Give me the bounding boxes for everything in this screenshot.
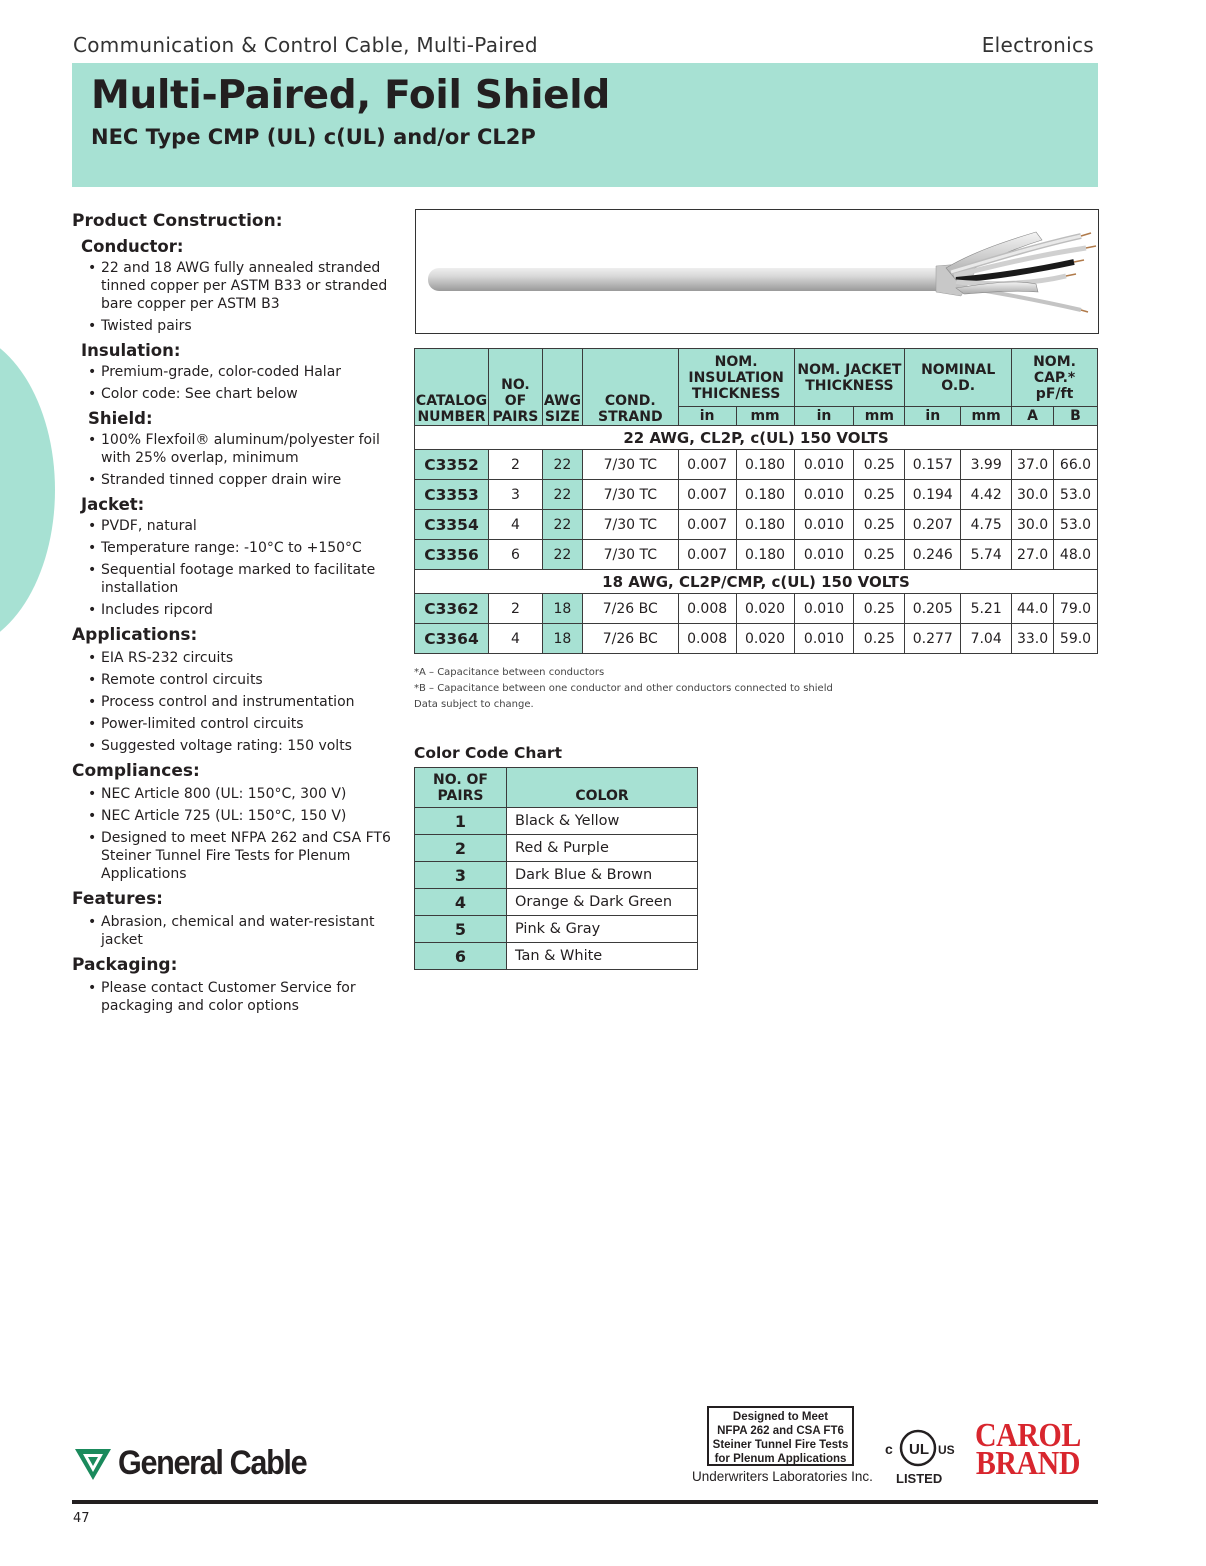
table-cell: 0.180 <box>736 480 794 510</box>
list-item: • Includes ripcord <box>87 601 402 619</box>
list-item: • Stranded tinned copper drain wire <box>87 471 402 489</box>
color-code-body <box>415 808 698 970</box>
list-item: • Abrasion, chemical and water-resistant jacket <box>87 913 402 949</box>
features-heading: Features: <box>72 889 163 909</box>
color-row <box>415 835 698 862</box>
packaging-heading: Packaging: <box>72 955 178 975</box>
table-cell: 0.007 <box>678 510 736 540</box>
table-cell: 18 <box>542 594 582 624</box>
color-row <box>415 889 698 916</box>
pair-number: 4 <box>415 889 507 916</box>
table-cell: 30.0 <box>1012 510 1054 540</box>
list-item: • PVDF, natural <box>87 517 402 535</box>
table-cell: 7/30 TC <box>582 540 678 570</box>
jacket-heading: Jacket: <box>81 495 145 514</box>
table-cell: 0.25 <box>854 510 905 540</box>
color-code-table <box>414 767 698 970</box>
catalog-number-cell: C3362 <box>415 594 489 624</box>
list-item: • Color code: See chart below <box>87 385 402 403</box>
page-number: 47 <box>73 1511 90 1526</box>
table-cell: 0.180 <box>736 450 794 480</box>
list-item: • Power-limited control circuits <box>87 715 402 733</box>
table-cell: 48.0 <box>1054 540 1098 570</box>
table-cell: 33.0 <box>1012 624 1054 654</box>
table-cell: 7/30 TC <box>582 450 678 480</box>
table-cell: 0.25 <box>854 480 905 510</box>
general-cable-icon <box>72 1445 114 1483</box>
general-cable-logo <box>72 1444 327 1483</box>
table-row <box>415 540 1098 570</box>
table-cell: 0.25 <box>854 594 905 624</box>
cable-product-image <box>415 209 1099 334</box>
table-cell: 0.180 <box>736 540 794 570</box>
col-catalog-number: CATALOG NUMBER <box>415 349 489 426</box>
table-cell: 5.21 <box>961 594 1012 624</box>
conductor-list <box>72 259 402 335</box>
shield-list <box>72 431 402 489</box>
table-cell: 0.020 <box>736 624 794 654</box>
col-pairs: NO. OF PAIRS <box>488 349 542 426</box>
table-cell: 7/26 BC <box>582 624 678 654</box>
list-item: • Temperature range: -10°C to +150°C <box>87 539 402 557</box>
conductor-heading: Conductor: <box>81 237 184 256</box>
note-line: Data subject to change. <box>414 699 534 710</box>
table-row <box>415 480 1098 510</box>
table-row <box>415 624 1098 654</box>
product-details <box>72 205 402 1019</box>
table-cell: 30.0 <box>1012 480 1054 510</box>
table-cell: 0.246 <box>905 540 961 570</box>
table-cell: 7/30 TC <box>582 510 678 540</box>
unit-cell: in <box>905 407 961 426</box>
table-cell: 66.0 <box>1054 450 1098 480</box>
table-cell: 53.0 <box>1054 510 1098 540</box>
catalog-number-cell: C3356 <box>415 540 489 570</box>
ul-listed-mark <box>882 1423 962 1488</box>
table-cell: 18 <box>542 624 582 654</box>
fire-test-line: for Plenum Applications <box>714 1453 847 1465</box>
list-item: • Premium-grade, color-coded Halar <box>87 363 402 381</box>
table-cell: 7/26 BC <box>582 594 678 624</box>
table-cell: 7/30 TC <box>582 480 678 510</box>
list-item: • 22 and 18 AWG fully annealed stranded tinned copper per ASTM B33 or stranded bare copper per ASTM B3 <box>87 259 402 313</box>
table-cell: 0.277 <box>905 624 961 654</box>
pair-number: 6 <box>415 943 507 970</box>
page-title: Multi-Paired, Foil Shield <box>91 73 610 118</box>
list-item: • NEC Article 725 (UL: 150°C, 150 V) <box>87 807 402 825</box>
table-cell: 0.007 <box>678 540 736 570</box>
table-cell: 4.75 <box>961 510 1012 540</box>
col-capacitance: NOM. CAP.* pF/ft <box>1012 349 1098 407</box>
unit-cell: mm <box>961 407 1012 426</box>
ul-listed-text: LISTED <box>896 1471 943 1486</box>
table-cell: 2 <box>488 450 542 480</box>
page-category: Communication & Control Cable, Multi-Paired <box>73 33 538 57</box>
section-header: 18 AWG, CL2P/CMP, c(UL) 150 VOLTS <box>415 570 1098 594</box>
fire-test-box <box>707 1406 854 1466</box>
color-row <box>415 916 698 943</box>
page-subtitle: NEC Type CMP (UL) c(UL) and/or CL2P <box>91 125 536 149</box>
col-color: COLOR <box>507 768 698 808</box>
table-cell: 2 <box>488 594 542 624</box>
table-cell: 0.007 <box>678 480 736 510</box>
table-cell: 0.010 <box>794 450 854 480</box>
fire-test-line: NFPA 262 and CSA FT6 <box>717 1425 844 1437</box>
table-cell: 0.207 <box>905 510 961 540</box>
pair-number: 3 <box>415 862 507 889</box>
packaging-list <box>72 979 402 1015</box>
list-item: • Process control and instrumentation <box>87 693 402 711</box>
pair-color: Tan & White <box>507 943 698 970</box>
table-cell: 4 <box>488 624 542 654</box>
table-cell: 4.42 <box>961 480 1012 510</box>
list-item: • Please contact Customer Service for packaging and color options <box>87 979 402 1015</box>
fire-test-line: Steiner Tunnel Fire Tests <box>712 1439 849 1451</box>
table-cell: 53.0 <box>1054 480 1098 510</box>
unit-cell: B <box>1054 407 1098 426</box>
table-cell: 27.0 <box>1012 540 1054 570</box>
insulation-heading: Insulation: <box>81 341 181 360</box>
pair-color: Dark Blue & Brown <box>507 862 698 889</box>
col-awg: AWG SIZE <box>542 349 582 426</box>
col-insulation: NOM. INSULATION THICKNESS <box>678 349 794 407</box>
table-cell: 0.010 <box>794 540 854 570</box>
table-cell: 37.0 <box>1012 450 1054 480</box>
table-cell: 22 <box>542 510 582 540</box>
table-cell: 7.04 <box>961 624 1012 654</box>
table-cell: 5.74 <box>961 540 1012 570</box>
table-cell: 0.010 <box>794 594 854 624</box>
catalog-number-cell: C3354 <box>415 510 489 540</box>
pair-number: 2 <box>415 835 507 862</box>
unit-cell: in <box>794 407 854 426</box>
specifications-body <box>415 426 1098 654</box>
carol-brand-line: BRAND <box>975 1445 1081 1482</box>
unit-cell: mm <box>736 407 794 426</box>
table-cell: 44.0 <box>1012 594 1054 624</box>
ul-caption: Underwriters Laboratories Inc. <box>692 1469 873 1484</box>
table-cell: 0.25 <box>854 450 905 480</box>
color-row <box>415 862 698 889</box>
applications-list <box>72 649 402 755</box>
table-cell: 3 <box>488 480 542 510</box>
list-item: • 100% Flexfoil® aluminum/polyester foil with 25% overlap, minimum <box>87 431 402 467</box>
table-cell: 0.007 <box>678 450 736 480</box>
catalog-number-cell: C3364 <box>415 624 489 654</box>
unit-cell: in <box>678 407 736 426</box>
catalog-number-cell: C3352 <box>415 450 489 480</box>
table-cell: 6 <box>488 540 542 570</box>
compliances-heading: Compliances: <box>72 761 200 781</box>
section-header: 22 AWG, CL2P, c(UL) 150 VOLTS <box>415 426 1098 450</box>
table-cell: 22 <box>542 450 582 480</box>
color-chart-title: Color Code Chart <box>414 744 562 762</box>
col-pairs: NO. OF PAIRS <box>415 768 507 808</box>
table-cell: 0.205 <box>905 594 961 624</box>
col-od: NOMINAL O.D. <box>905 349 1012 407</box>
applications-heading: Applications: <box>72 625 198 645</box>
title-banner <box>72 63 1098 187</box>
table-cell: 0.010 <box>794 510 854 540</box>
cable-illustration <box>416 210 1098 333</box>
color-row <box>415 943 698 970</box>
table-cell: 0.194 <box>905 480 961 510</box>
note-line: *A – Capacitance between conductors <box>414 667 605 678</box>
unit-cell: A <box>1012 407 1054 426</box>
table-row <box>415 510 1098 540</box>
table-cell: 0.180 <box>736 510 794 540</box>
table-cell: 22 <box>542 540 582 570</box>
footer-rule <box>72 1500 1098 1504</box>
table-notes <box>414 665 833 713</box>
features-list <box>72 913 402 949</box>
pair-number: 1 <box>415 808 507 835</box>
color-row <box>415 808 698 835</box>
list-item: • Designed to meet NFPA 262 and CSA FT6 Steiner Tunnel Fire Tests for Plenum Applications <box>87 829 402 883</box>
decorative-circle <box>0 330 55 650</box>
page-section: Electronics <box>981 33 1094 57</box>
catalog-number-cell: C3353 <box>415 480 489 510</box>
table-cell: 22 <box>542 480 582 510</box>
ul-us-letters: US <box>938 1443 955 1457</box>
table-cell: 0.020 <box>736 594 794 624</box>
ul-c-letter: c <box>885 1441 893 1457</box>
col-strand: COND. STRAND <box>582 349 678 426</box>
table-cell: 4 <box>488 510 542 540</box>
compliances-list <box>72 785 402 883</box>
pair-color: Orange & Dark Green <box>507 889 698 916</box>
col-jacket: NOM. JACKET THICKNESS <box>794 349 905 407</box>
list-item: • Sequential footage marked to facilitate installation <box>87 561 402 597</box>
pair-color: Red & Purple <box>507 835 698 862</box>
unit-cell: mm <box>854 407 905 426</box>
jacket-list <box>72 517 402 619</box>
table-cell: 3.99 <box>961 450 1012 480</box>
note-line: *B – Capacitance between one conductor and other conductors connected to shield <box>414 683 833 694</box>
table-cell: 79.0 <box>1054 594 1098 624</box>
general-cable-name: General Cable <box>118 1444 307 1482</box>
shield-heading: Shield: <box>88 409 153 428</box>
table-cell: 0.010 <box>794 480 854 510</box>
construction-heading: Product Construction: <box>72 211 283 231</box>
pair-number: 5 <box>415 916 507 943</box>
table-row <box>415 594 1098 624</box>
pair-color: Pink & Gray <box>507 916 698 943</box>
list-item: • Remote control circuits <box>87 671 402 689</box>
list-item: • Twisted pairs <box>87 317 402 335</box>
insulation-list <box>72 363 402 403</box>
table-cell: 0.008 <box>678 594 736 624</box>
table-cell: 59.0 <box>1054 624 1098 654</box>
table-cell: 0.010 <box>794 624 854 654</box>
carol-brand-logo <box>975 1417 1081 1482</box>
specifications-table <box>414 348 1098 654</box>
fire-test-line: Designed to Meet <box>732 1411 829 1423</box>
table-cell: 0.008 <box>678 624 736 654</box>
pair-color: Black & Yellow <box>507 808 698 835</box>
ul-letters: UL <box>909 1441 929 1458</box>
table-cell: 0.157 <box>905 450 961 480</box>
list-item: • NEC Article 800 (UL: 150°C, 300 V) <box>87 785 402 803</box>
list-item: • EIA RS-232 circuits <box>87 649 402 667</box>
carol-brand-line: CAROL <box>975 1417 1081 1454</box>
table-row <box>415 450 1098 480</box>
list-item: • Suggested voltage rating: 150 volts <box>87 737 402 755</box>
table-cell: 0.25 <box>854 540 905 570</box>
table-cell: 0.25 <box>854 624 905 654</box>
